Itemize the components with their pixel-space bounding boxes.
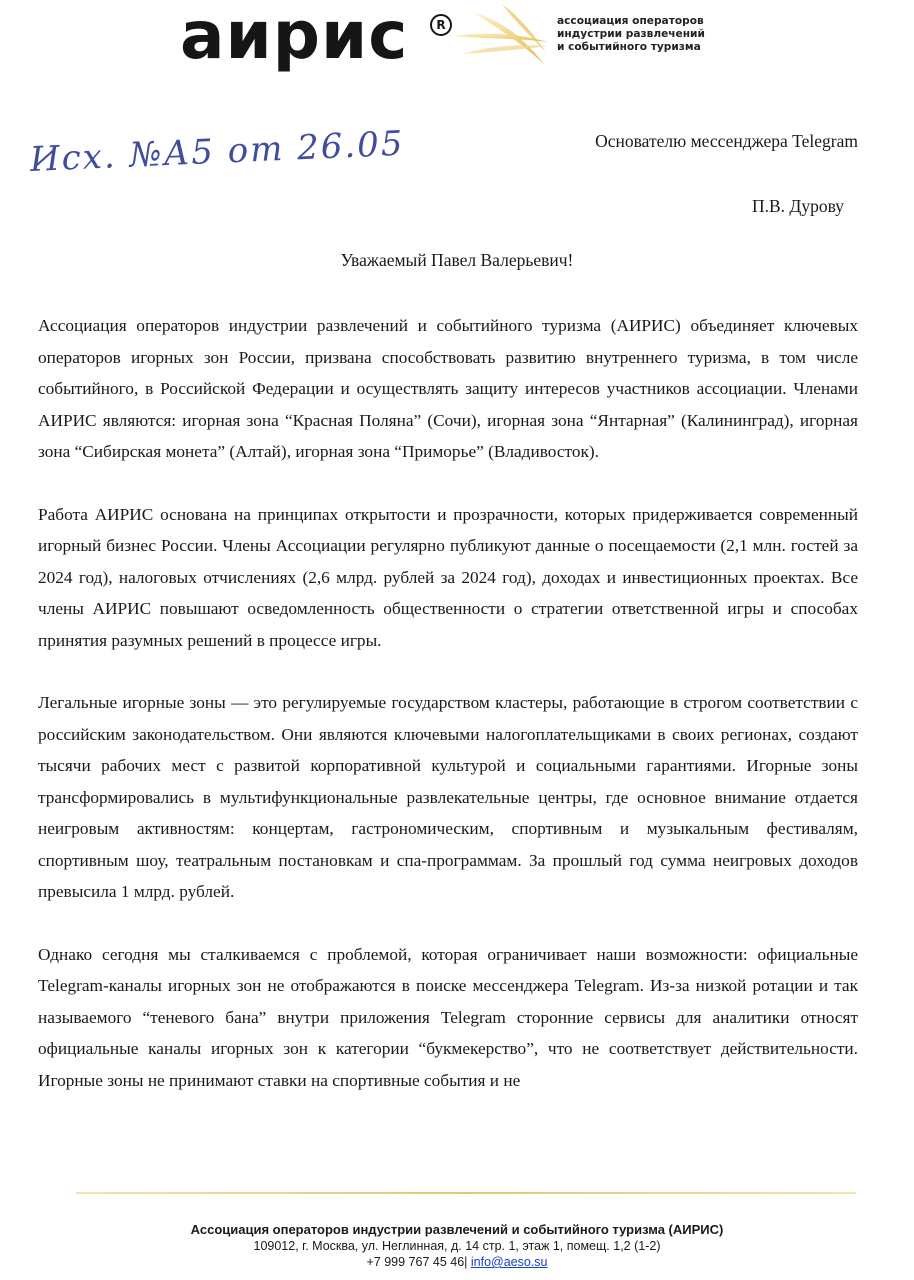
footer-address: 109012, г. Москва, ул. Неглинная, д. 14 стр. 1, этаж 1, помещ. 1,2 (1-2) (253, 1239, 661, 1253)
footer-contacts (0, 1254, 914, 1270)
logo-wordmark: аирис (180, 0, 409, 74)
paragraph: Легальные игорные зоны — это регулируемые государством кластеры, работающие в строгом соответствии с российским законодательством. Они являются ключевыми налогоплательщиками в своих регионах, создают тысячи рабочих мест с развитой корпоративной культурой и социальными гарантиями. Игорные зоны трансформировались в мультифункциональные развлекательные центры, где основное внимание отдается неигровым активностям: концертам, гастрономическим, спортивным и музыкальным фестивалям, спортивным шоу, театральным постановкам и спа-программам. За прошлый год сумма неигровых доходов превысила 1 млрд. рублей. (38, 693, 858, 901)
recipient-position: Основателю мессенджера Telegram (595, 131, 858, 151)
footer-phone: +7 999 767 45 46| (366, 1255, 468, 1269)
registered-mark-icon: R (430, 14, 452, 36)
handwritten-outgoing-number: Исх. №А5 от 26.05 (29, 123, 406, 180)
footer (0, 1222, 914, 1270)
footer-divider (76, 1192, 856, 1194)
greeting: Уважаемый Павел Валерьевич! (340, 250, 574, 270)
paragraph: Работа АИРИС основана на принципах открытости и прозрачности, которых придерживается современный игорный бизнес России. Члены Ассоциации регулярно публикуют данные о посещаемости (2,1 млн. гостей за 2024 год), налоговых отчислениях (2,6 млрд. рублей за 2024 год), доходах и инвестиционных проектах. Все члены АИРИС повышают осведомленность общественности о стратегии ответственной игры и способах принятия разумных решений в процессе игры. (38, 504, 858, 650)
paragraph: Ассоциация операторов индустрии развлечений и событийного туризма (АИРИС) объединяет ключевых операторов игорных зон России, призвана способствовать развитию внутреннего туризма, в том числе событийного, в Российской Федерации и осуществлять защиту интересов участников ассоциации. Членами АИРИС являются: игорная зона “Красная Поляна” (Сочи), игорная зона “Янтарная” (Калининград), игорная зона “Сибирская монета” (Алтай), игорная зона “Приморье” (Владивосток). (38, 316, 858, 461)
paragraph: Однако сегодня мы сталкиваемся с проблемой, которая ограничивает наши возможности: официальные Telegram-каналы игорных зон не отображаются в поиске мессенджера Telegram. Из-за низкой ротации и так называемого “теневого бана” внутри приложения Telegram сторонние сервисы для аналитики относят официальные каналы игорных зон к категории “букмекерство”, что не соответствует действительности. Игорные зоны не принимают ставки на спортивные события и не (38, 944, 858, 1090)
footer-org-name: Ассоциация операторов индустрии развлечений и событийного туризма (АИРИС) (190, 1222, 724, 1237)
letterhead (0, 0, 914, 90)
logo-tagline: ассоциация операторов индустрии развлечений и событийного туризма (557, 15, 705, 53)
logo-swoosh-icon (452, 2, 552, 68)
recipient-name: П.В. Дурову (751, 196, 844, 216)
footer-email-link[interactable]: info@aeso.su (470, 1255, 548, 1269)
letter-body (38, 310, 858, 1127)
